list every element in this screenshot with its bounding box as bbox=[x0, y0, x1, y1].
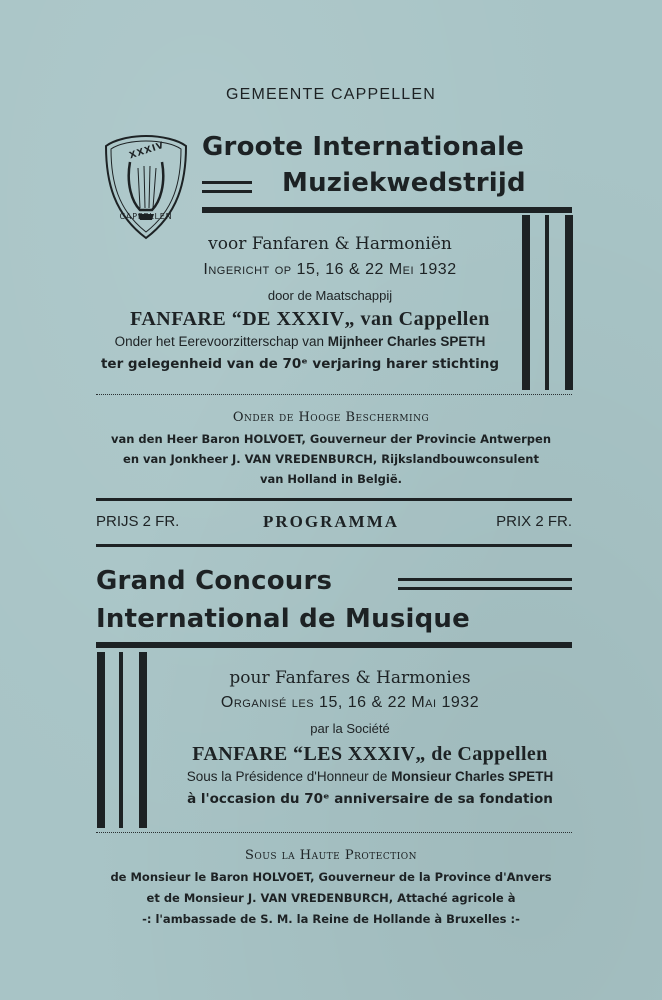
dutch-organizer: FANFARE “DE XXXIV„ van Cappellen bbox=[130, 308, 490, 330]
title-double-rule-bottom bbox=[398, 587, 572, 590]
french-presidency-name: Monsieur Charles SPETH bbox=[391, 769, 554, 784]
french-occasion: à l'occasion du 70ᵉ anniversaire de sa fondation bbox=[187, 791, 553, 807]
dutch-presidency-prefix: Onder het Eerevoorzitterschap van bbox=[114, 334, 328, 349]
dutch-title-line1: Groote Internationale bbox=[202, 132, 525, 162]
dutch-title-underline bbox=[202, 207, 572, 213]
price-bar-rule-bottom bbox=[96, 544, 572, 547]
vertical-bar bbox=[97, 652, 105, 828]
dutch-title-line2: Muziekwedstrijd bbox=[282, 168, 526, 198]
emblem-band-text: XXXIV bbox=[128, 140, 166, 162]
title-double-rule-bottom bbox=[202, 190, 252, 193]
emblem-place-text: CAPPELLEN bbox=[119, 212, 173, 221]
dotted-divider bbox=[96, 394, 572, 395]
french-title-line1: Grand Concours bbox=[96, 566, 333, 596]
french-title-line2: International de Musique bbox=[96, 604, 470, 634]
title-double-rule-top bbox=[202, 181, 252, 184]
french-presidency bbox=[150, 769, 590, 784]
dutch-dates: Ingericht op 15, 16 & 22 Mei 1932 bbox=[203, 261, 457, 278]
price-right: PRIX 2 FR. bbox=[496, 513, 572, 530]
title-double-rule-top bbox=[398, 578, 572, 581]
french-protection-line1: de Monsieur le Baron HOLVOET, Gouverneur de la Province d'Anvers bbox=[110, 870, 552, 884]
dutch-organizer-intro: door de Maatschappij bbox=[267, 288, 393, 303]
program-label: PROGRAMMA bbox=[262, 512, 400, 531]
dutch-protection-line3: van Holland in België. bbox=[259, 472, 403, 486]
french-subtitle: pour Fanfares & Harmonies bbox=[229, 668, 471, 688]
french-organizer: FANFARE “LES XXXIV„ de Cappellen bbox=[192, 743, 548, 765]
vertical-bar bbox=[119, 652, 123, 828]
dutch-protection-line1: van den Heer Baron HOLVOET, Gouverneur der Provincie Antwerpen bbox=[110, 432, 552, 446]
dotted-divider bbox=[96, 832, 572, 833]
vertical-bar bbox=[545, 215, 549, 390]
dutch-presidency bbox=[80, 334, 520, 349]
price-left: PRIJS 2 FR. bbox=[96, 513, 180, 530]
french-protection-heading: Sous la Haute Protection bbox=[244, 848, 418, 863]
municipality-heading: GEMEENTE CAPPELLEN bbox=[225, 86, 437, 103]
dutch-occasion: ter gelegenheid van de 70ᵉ verjaring harer stichting bbox=[100, 356, 500, 372]
french-presidency-prefix: Sous la Présidence d'Honneur de bbox=[186, 769, 392, 784]
price-bar-rule-top bbox=[96, 498, 572, 501]
dutch-protection-line2: en van Jonkheer J. VAN VREDENBURCH, Rijkslandbouwconsulent bbox=[123, 452, 539, 466]
french-protection-line2: et de Monsieur J. VAN VREDENBURCH, Attaché agricole à bbox=[146, 891, 516, 905]
dutch-protection-heading: Onder de Hooge Bescherming bbox=[232, 410, 430, 425]
french-organizer-intro: par la Société bbox=[310, 721, 390, 736]
dutch-subtitle: voor Fanfaren & Harmoniën bbox=[208, 234, 452, 254]
vertical-bar bbox=[139, 652, 147, 828]
french-dates: Organisé les 15, 16 & 22 Mai 1932 bbox=[220, 694, 480, 711]
french-title-underline bbox=[96, 642, 572, 648]
vertical-bar bbox=[565, 215, 573, 390]
french-protection-line3: -: l'ambassade de S. M. la Reine de Hollande à Bruxelles :- bbox=[142, 912, 520, 926]
dutch-presidency-name: Mijnheer Charles SPETH bbox=[327, 334, 486, 349]
